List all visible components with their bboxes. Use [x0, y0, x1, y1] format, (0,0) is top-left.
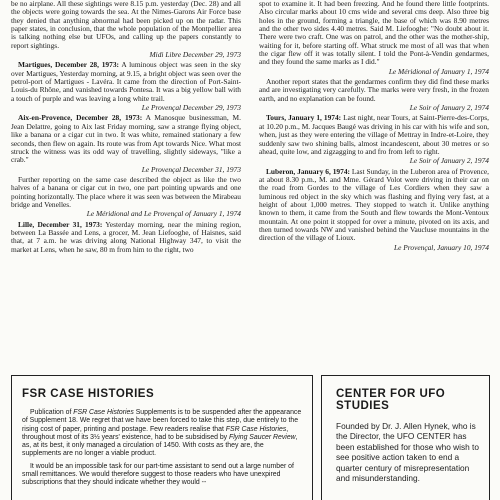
- report-dateline: Lille, December 31, 1973:: [18, 219, 103, 229]
- notice-text: Supplements is to be suspended after the appearance of Supplement 18. We regret that we have been forced to take this step, due entirely to the rising cost of paper, printing and postage. Few readers realise that: [22, 409, 302, 433]
- report-text: A luminous object was seen in the sky over Martigues, Yesterday morning, at 9.15, a bright object was seen over the petrol-port of Martigues - Lavéra. It came from the direction of Port-Saint-Louis-du Rhône, and vanished towards Pontesa. It was a big yellow ball with a touch of purple and was leaving a long white trail.: [11, 60, 242, 103]
- report-dateline: Tours, January 1, 1974:: [266, 113, 342, 123]
- right-article-column: [259, 0, 489, 254]
- report-paragraph: [259, 114, 489, 156]
- fsr-case-histories-notice: [11, 375, 313, 500]
- report-paragraph: Another report states that the gendarmes confirm they did find these marks and are investigating very carefully. The marks were very fresh, in the frozen earth, and no explanation can be found.: [259, 77, 489, 103]
- notice-paragraph: It would be an impossible task for our part-time assistant to send out a large number of small remittances. We would therefore suggest to those readers who have unexpired subscriptions that they should indicate whether they would --: [22, 462, 294, 487]
- notice-title: CENTER FOR UFO STUDIES: [336, 388, 446, 412]
- source-citation: Le Provençal, January 10, 1974: [394, 242, 489, 252]
- report-paragraph: [11, 221, 241, 254]
- notice-text: , throughout most of its 3½ years' existence, had to be subsidised by: [22, 425, 289, 441]
- report-paragraph: [11, 61, 241, 103]
- report-paragraph: Further reporting on the same case described the object as like the two halves of a banana or cigar cut in two, one part pointing upwards and one pointing horizontally. The place where it was seen was between the Mirabeau bridge and Venelles.: [11, 174, 241, 209]
- report-text: Last night, near Tours, at Saint-Pierre-des-Corps, at 10.20 p.m., M. Jacques Baugé was driving in his car with his wife and son, when, just as they were entering the village of Mettray in Indre-et-Loire, they suddenly saw two shining balls, almost incandescent, about 30 metres or so ahead, quite low, and zigzagging to and fro from left to right.: [259, 113, 489, 156]
- source-citation: Midi Libre December 29, 1973: [149, 50, 241, 60]
- center-for-ufo-studies-notice: [321, 375, 490, 500]
- report-paragraph: [11, 114, 241, 164]
- report-paragraph: [259, 168, 489, 243]
- report-dateline: Aix-en-Provence, December 28, 1973:: [18, 113, 143, 123]
- source-citation: Le Méridional and Le Provençal of January 1, 1974: [86, 209, 241, 219]
- report-text: A Manosque businessman, M. Jean Delattre, going to Aix last Friday morning, saw a strange flying object, like a banana or a cigar cut in two. It was white, remained stationary a few seconds, then flew on again. Its route was from Apt towards Nice. What most struck the witness was its odd way of travelling, slightly sideways, "like a crab.": [11, 113, 241, 165]
- source-citation: Le Soir of January 2, 1974: [409, 156, 489, 166]
- publication-title: FSR Case Histories: [73, 409, 134, 416]
- notice-paragraph: [22, 409, 302, 459]
- report-text: Yesterday morning, near the mining region, between La Bassée and Lens, a grocer, M. Jean Liefooghe, of Haisnes, said that, at 7 a.m. he was driving along National Highway 347, to visit the market at Lens, when he saw, 80 m from him to the right, two: [11, 219, 241, 254]
- source-citation: Le Méridional of January 1, 1974: [388, 66, 489, 76]
- report-dateline: Luberon, January 6, 1974:: [266, 166, 350, 176]
- notice-text: Publication of: [30, 409, 74, 416]
- left-article-column: [11, 0, 241, 254]
- publication-title: Flying Saucer Review: [229, 433, 296, 441]
- publication-title: FSR Case Histories: [225, 425, 287, 433]
- notice-text: , as, at its best, it only managed a circulation of 1450. With costs as they are, the supplements are no longer a viable product.: [22, 433, 298, 458]
- source-citation: Le Soir of January 2, 1974: [409, 103, 489, 113]
- continued-text: be no airplane. All these sightings were 8.15 p.m. yesterday (Dec. 28) and all the objects were going towards the sea. At the Nimes-Garons Air Force base they denied that anything abnormal had been picked up on the radar. This paper states, in conclusion, that the whole population of the Montpellier area is talking nothing else but UFOs, and calling up the papers constantly to report sightings.: [11, 0, 241, 50]
- continued-text: spot to examine it. It had been freezing. And he found there little footprints. Also circular marks about 10 cms wide and several cms deep. Also three big holes in the ground, forming a triangle, the base of which was 8.90 metres and the other two sides 4.40 metres. Said M. Liefooghe: "No doubt about it. There were two craft. One was on patrol, and the other was the mother-ship, waiting for it, before starting off. What struck me most of all was that when the cigar flew off it was totally silent. I told the Pont-à-Vendin gendarmes, and they found the same marks as I did.": [259, 0, 489, 67]
- source-citation: Le Provençal December 31, 1973: [141, 164, 241, 174]
- notice-title: FSR CASE HISTORIES: [22, 388, 155, 400]
- notice-paragraph: Founded by Dr. J. Allen Hynek, who is the Director, the UFO CENTER has been established for those who wish to see positive action taken to end a quarter century of misrepresentation and misunderstanding.: [336, 421, 479, 484]
- report-text: Last Sunday, in the Luberon area of Provence, at about 8.30 p.m., M. and Mme. Gérard Volot were driving in their car on the road from Gordes to the village of Les Cordiers when they saw a luminous red object in the sky which was flashing and flying very fast, at a height of about 1,000 metres. They stopped to watch it. Unlike anything known to them, it came from the South and flew towards the Mont-Ventoux mountain. At one point it stopped for over a minute, pivoted on its axis, and then turned towards NW and vanished behind the Vaucluse mountains in the direction of the village of Lioux.: [259, 166, 490, 243]
- report-dateline: Martigues, December 28, 1973:: [18, 60, 119, 70]
- source-citation: Le Provençal December 29, 1973: [141, 103, 241, 113]
